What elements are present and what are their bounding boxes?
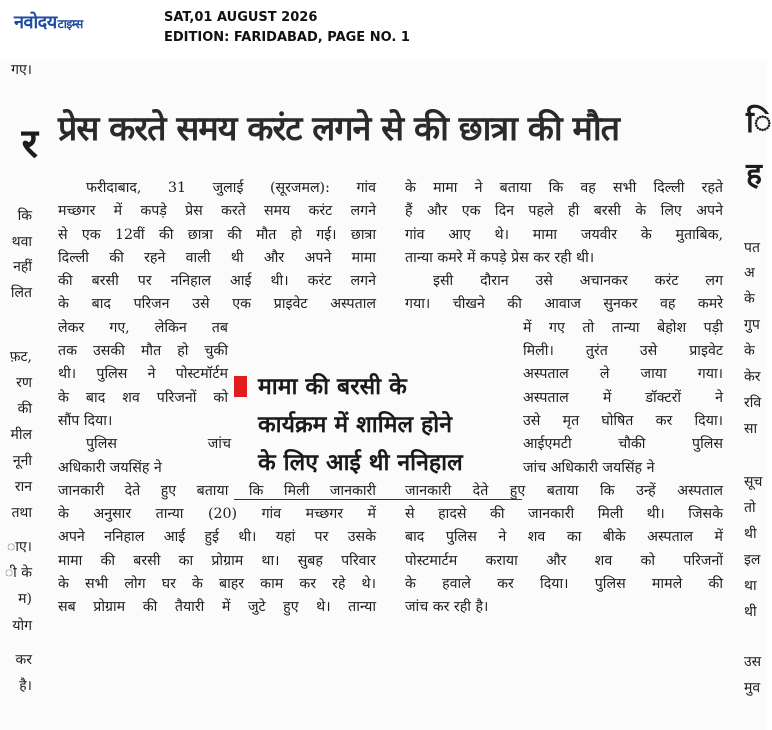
text-line: सौंप दिया। (58, 412, 113, 429)
right-fragment: गुप (744, 317, 760, 333)
text-line: के अनुसार तान्या (20) गांव मच्छगर में (58, 506, 376, 523)
text-line: जानकारी देते हुए बताया कि उन्हें अस्पताल (405, 482, 723, 499)
left-fragment: है। (19, 678, 32, 694)
right-fragment: रवि (744, 395, 762, 411)
text-line: गांव आए थे। मामा जयवीर के मुताबिक, (405, 226, 723, 243)
text-line: जानकारी देते हुए बताया कि मिली जानकारी (58, 482, 376, 499)
right-fragment: उस (744, 654, 762, 670)
left-fragment: थवा (11, 234, 32, 250)
left-fragment: कर (15, 652, 32, 668)
right-fragment-heading: ह (746, 157, 762, 192)
edition-info (164, 8, 410, 48)
right-fragment: था (744, 578, 757, 594)
article-column-2 (405, 177, 723, 620)
logo-main: नवोदय (14, 12, 57, 33)
date-line: SAT,01 AUGUST 2026 (164, 10, 318, 25)
text-line: मिली। तुरंत उसे प्राइवेट (523, 343, 723, 360)
left-fragment: ाए। (7, 539, 32, 555)
text-line: सब प्रोग्राम की तैयारी में जुटे हुए थे। तान्या (58, 599, 376, 616)
newspaper-logo[interactable] (14, 10, 83, 34)
text-line: अधिकारी जयसिंह ने (58, 459, 162, 476)
right-fragment: मुव (744, 680, 761, 696)
edition-line: EDITION: FARIDABAD, PAGE NO. 1 (164, 30, 410, 45)
left-fragment: फ़ट, (9, 349, 32, 365)
pull-quote-line: मामा की बरसी के (258, 374, 407, 400)
left-fragment: नूनी (12, 453, 32, 469)
text-line: पुलिस जांच (86, 436, 231, 453)
left-fragment: रण (16, 375, 32, 391)
left-fragment: नहीं (13, 259, 32, 275)
pull-quote-line: के लिए आई थी ननिहाल (258, 450, 463, 476)
text-line: जांच कर रही है। (405, 599, 489, 616)
text-line: पोस्टमार्टम कराया और शव को परिजनों (405, 552, 723, 569)
left-fragment: गए। (11, 62, 32, 78)
right-fragment-heading: ि (746, 105, 772, 140)
left-fragment: म) (18, 591, 32, 607)
text-line: अस्पताल में डॉक्टरों ने (523, 389, 723, 406)
left-fragment: लित (10, 285, 32, 301)
right-fragment: तो (744, 500, 756, 516)
text-line: हैं और एक दिन पहले ही बरसी के लिए अपने (405, 203, 723, 220)
right-fragment: सूच (744, 474, 763, 490)
text-line: उसे मृत घोषित कर दिया। (523, 412, 723, 429)
left-fragment: ी के (4, 565, 32, 581)
text-line: तान्या कमरे में कपड़े प्रेस कर रही थी। (405, 249, 595, 266)
text-line: थी। पुलिस ने पोस्टमॉर्टम (58, 366, 228, 383)
right-fragment: थी (744, 526, 757, 542)
text-line: मामा की बरसी का प्रोग्राम था। सुबह परिवार (58, 552, 376, 569)
right-fragment: अ (744, 265, 755, 281)
text-line: बाद पुलिस ने शव का बीके अस्पताल में (405, 529, 723, 546)
logo-sub: टाइम्स (57, 17, 83, 31)
text-line: से एक 12वीं की छात्रा की मौत हो गई। छात्रा (58, 226, 376, 243)
text-line: मच्छगर में कपड़े प्रेस करते समय करंट लगने (58, 203, 376, 220)
text-line: लेकर गए, लेकिन तब (58, 319, 228, 336)
right-fragment: के (744, 343, 755, 359)
right-adjacent-column (738, 60, 772, 730)
text-line: के बाद शव परिजनों को (58, 389, 228, 406)
text-line: में गए तो तान्या बेहोश पड़ी (523, 319, 723, 336)
right-fragment: इल (744, 552, 761, 568)
text-line: के हवाले कर दिया। पुलिस मामले की (405, 576, 723, 593)
text-line: के मामा ने बताया कि वह सभी दिल्ली रहते (405, 180, 723, 196)
right-fragment: सा (744, 421, 758, 437)
right-fragment: के (744, 291, 755, 307)
pull-quote-line: कार्यक्रम में शामिल होने (258, 412, 452, 438)
pull-quote-underline (234, 499, 522, 500)
text-line: जांच अधिकारी जयसिंह ने (523, 459, 655, 476)
text-line: के सभी लोग घर के बाहर काम कर रहे थे। (58, 576, 376, 593)
left-fragment: की (17, 401, 32, 417)
left-fragment: रान (14, 479, 32, 495)
pull-quote-accent-bar (234, 376, 247, 397)
text-line: इसी दौरान उसे अचानकर करंट लग (433, 273, 723, 290)
text-line: आईएमटी चौकी पुलिस (523, 436, 723, 453)
right-fragment: थी (744, 604, 757, 620)
left-fragment: तथा (11, 505, 32, 521)
text-line: की बरसी पर ननिहाल आई थी। करंट लगने (58, 273, 376, 290)
left-adjacent-column (0, 60, 36, 730)
text-line: दिल्ली की रहने वाली थी और अपने मामा (58, 249, 376, 266)
text-line: तक उसकी मौत हो चुकी (58, 343, 228, 360)
text-line: अस्पताल ले जाया गया। (523, 366, 723, 383)
text-line: फरीदाबाद, 31 जुलाई (सूरजमल): गांव (86, 180, 376, 196)
left-fragment: योग (12, 618, 32, 634)
text-line: अपने ननिहाल आई हुई थी। यहां पर उसके (58, 529, 376, 546)
text-line: से हादसे की जानकारी मिली थी। जिसके (405, 506, 723, 523)
masthead (0, 0, 767, 60)
right-fragment: केर (744, 369, 761, 385)
article-headline: प्रेस करते समय करंट लगने से की छात्रा की मौत (58, 109, 620, 149)
left-fragment: मील (10, 427, 32, 443)
text-line: के बाद परिजन उसे एक प्राइवेट अस्पताल (58, 296, 376, 313)
left-fragment: कि (17, 208, 32, 224)
left-fragment-heading: र (21, 121, 38, 167)
text-line: गया। चीखने की आवाज सुनकर वह कमरे (405, 296, 723, 313)
right-fragment: पत (744, 240, 760, 256)
